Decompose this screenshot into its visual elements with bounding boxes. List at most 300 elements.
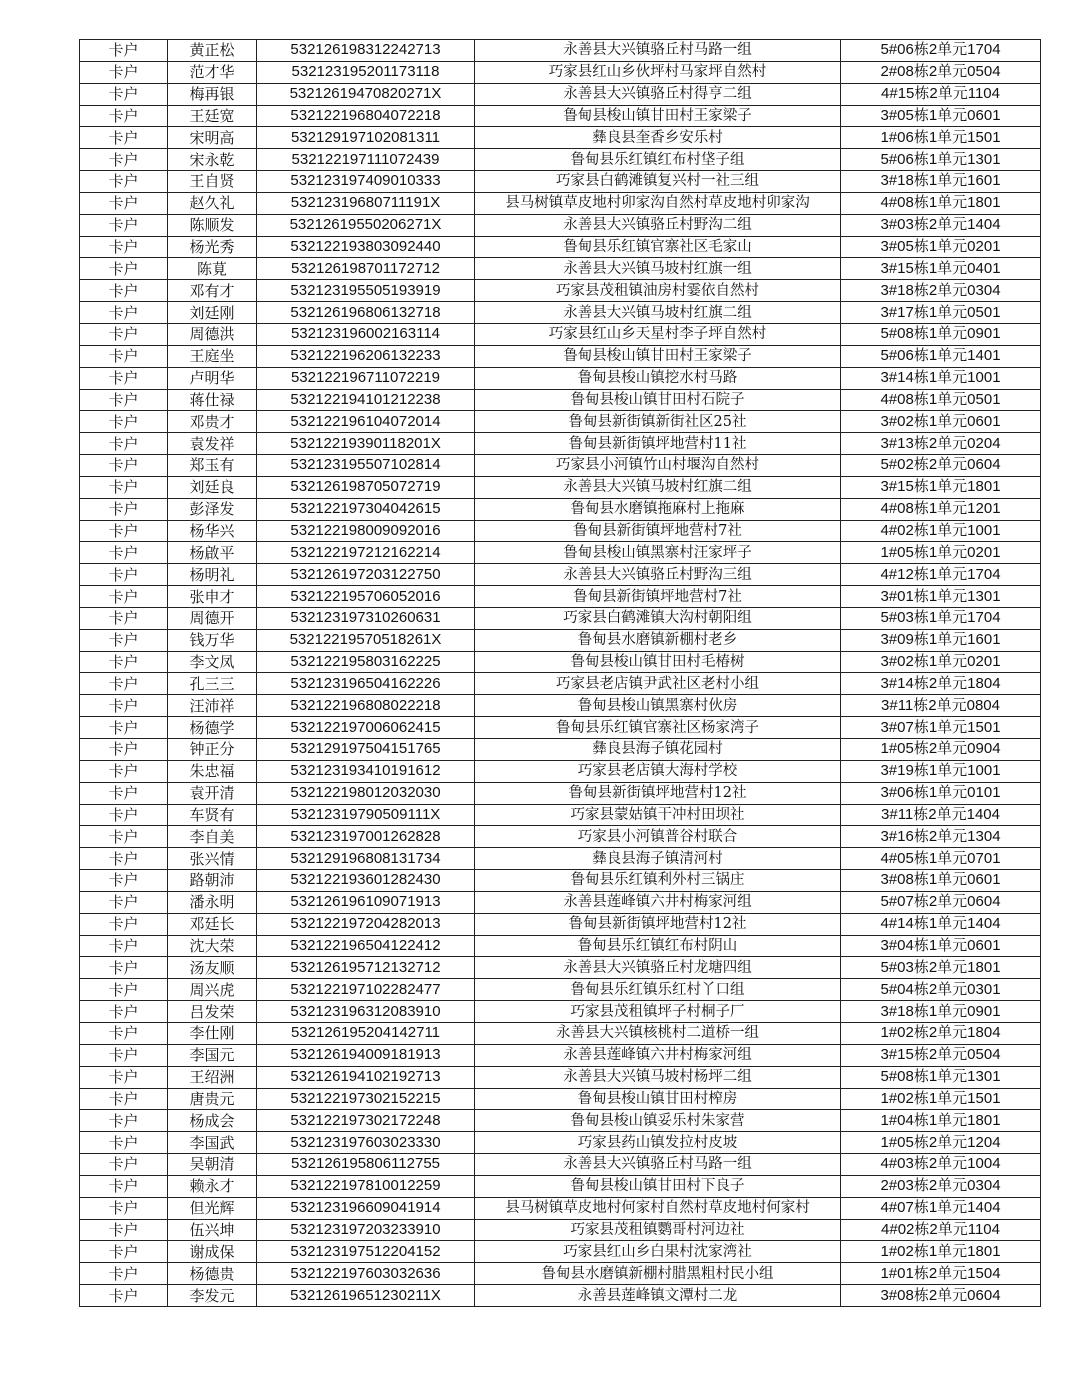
name-cell: 周兴虎	[168, 979, 257, 1001]
address-cell: 彝良县奎香乡安乐村	[475, 127, 841, 149]
address-cell: 永善县大兴镇核桃村二道桥一组	[475, 1022, 841, 1044]
unit-cell: 4#12栋1单元1704	[841, 564, 1041, 586]
id-number-cell: 532122196711072219	[257, 367, 475, 389]
table-row	[80, 564, 1041, 586]
name-cell: 赖永才	[168, 1175, 257, 1197]
id-number-cell: 532122197304042615	[257, 498, 475, 520]
household-type-cell: 卡户	[80, 236, 168, 258]
id-number-cell: 532126194102192713	[257, 1066, 475, 1088]
id-number-cell: 532123197512204152	[257, 1241, 475, 1263]
household-type-cell: 卡户	[80, 61, 168, 83]
id-number-cell: 532122196804072218	[257, 105, 475, 127]
household-type-cell: 卡户	[80, 411, 168, 433]
household-type-cell: 卡户	[80, 83, 168, 105]
household-type-cell: 卡户	[80, 127, 168, 149]
name-cell: 孔三三	[168, 673, 257, 695]
unit-cell: 3#02栋1单元0601	[841, 411, 1041, 433]
name-cell: 李国武	[168, 1132, 257, 1154]
address-cell: 鲁甸县乐红镇利外村三锅庄	[475, 870, 841, 892]
table-row	[80, 345, 1041, 367]
id-number-cell: 532123196609041914	[257, 1197, 475, 1219]
id-number-cell: 532122193601282430	[257, 870, 475, 892]
unit-cell: 3#05栋1单元0601	[841, 105, 1041, 127]
table-row	[80, 1132, 1041, 1154]
name-cell: 刘廷刚	[168, 302, 257, 324]
unit-cell: 1#05栋2单元0904	[841, 739, 1041, 761]
name-cell: 吴朝清	[168, 1154, 257, 1176]
table-row	[80, 1154, 1041, 1176]
table-row	[80, 171, 1041, 193]
name-cell: 伍兴坤	[168, 1219, 257, 1241]
household-type-cell: 卡户	[80, 367, 168, 389]
household-type-cell: 卡户	[80, 542, 168, 564]
name-cell: 卢明华	[168, 367, 257, 389]
name-cell: 路朝沛	[168, 870, 257, 892]
name-cell: 杨明礼	[168, 564, 257, 586]
address-cell: 永善县大兴镇骆丘村得亨二组	[475, 83, 841, 105]
resettlement-table	[79, 39, 1040, 1307]
name-cell: 王自贤	[168, 171, 257, 193]
name-cell: 袁发祥	[168, 433, 257, 455]
household-type-cell: 卡户	[80, 1219, 168, 1241]
household-type-cell: 卡户	[80, 455, 168, 477]
table-row	[80, 1175, 1041, 1197]
name-cell: 杨德学	[168, 717, 257, 739]
id-number-cell: 532122197603032636	[257, 1263, 475, 1285]
id-number-cell: 53212219570518261X	[257, 629, 475, 651]
table-row	[80, 149, 1041, 171]
household-type-cell: 卡户	[80, 564, 168, 586]
unit-cell: 3#08栋2单元0604	[841, 1285, 1041, 1307]
id-number-cell: 532122198012032030	[257, 782, 475, 804]
table-row	[80, 629, 1041, 651]
household-type-cell: 卡户	[80, 1285, 168, 1307]
unit-cell: 3#03栋2单元1404	[841, 214, 1041, 236]
address-cell: 鲁甸县梭山镇黑寨村伙房	[475, 695, 841, 717]
household-type-cell: 卡户	[80, 935, 168, 957]
unit-cell: 3#07栋1单元1501	[841, 717, 1041, 739]
name-cell: 钱万华	[168, 629, 257, 651]
household-type-cell: 卡户	[80, 192, 168, 214]
address-cell: 鲁甸县乐红镇红布村垡子组	[475, 149, 841, 171]
address-cell: 巧家县老店镇尹武社区老村小组	[475, 673, 841, 695]
unit-cell: 4#03栋2单元1004	[841, 1154, 1041, 1176]
name-cell: 杨光秀	[168, 236, 257, 258]
unit-cell: 1#05栋1单元0201	[841, 542, 1041, 564]
household-type-cell: 卡户	[80, 760, 168, 782]
unit-cell: 3#18栋1单元1601	[841, 171, 1041, 193]
address-cell: 巧家县小河镇普谷村联合	[475, 826, 841, 848]
unit-cell: 5#07栋2单元0604	[841, 891, 1041, 913]
name-cell: 杨啟平	[168, 542, 257, 564]
address-cell: 鲁甸县梭山镇甘田村王家梁子	[475, 345, 841, 367]
household-type-cell: 卡户	[80, 1263, 168, 1285]
address-cell: 鲁甸县水磨镇拖麻村上拖麻	[475, 498, 841, 520]
unit-cell: 1#05栋2单元1204	[841, 1132, 1041, 1154]
name-cell: 沈大荣	[168, 935, 257, 957]
table-row	[80, 542, 1041, 564]
unit-cell: 3#14栋2单元1804	[841, 673, 1041, 695]
address-cell: 永善县大兴镇骆丘村野沟二组	[475, 214, 841, 236]
address-cell: 鲁甸县水磨镇新棚村老乡	[475, 629, 841, 651]
household-type-cell: 卡户	[80, 782, 168, 804]
name-cell: 邓贵才	[168, 411, 257, 433]
table-row	[80, 389, 1041, 411]
address-cell: 鲁甸县梭山镇妥乐村朱家营	[475, 1110, 841, 1132]
name-cell: 李文凤	[168, 651, 257, 673]
household-type-cell: 卡户	[80, 870, 168, 892]
household-type-cell: 卡户	[80, 717, 168, 739]
id-number-cell: 532122198009092016	[257, 520, 475, 542]
name-cell: 杨德贵	[168, 1263, 257, 1285]
unit-cell: 5#08栋1单元1301	[841, 1066, 1041, 1088]
id-number-cell: 532126194009181913	[257, 1044, 475, 1066]
id-number-cell: 53212619470820271X	[257, 83, 475, 105]
name-cell: 吕发荣	[168, 1001, 257, 1023]
table-row	[80, 236, 1041, 258]
id-number-cell: 532122197111072439	[257, 149, 475, 171]
address-cell: 巧家县红山乡白果村沈家湾社	[475, 1241, 841, 1263]
name-cell: 车贤有	[168, 804, 257, 826]
id-number-cell: 532123196312083910	[257, 1001, 475, 1023]
table-row	[80, 302, 1041, 324]
address-cell: 鲁甸县梭山镇黑寨村汪家坪子	[475, 542, 841, 564]
id-number-cell: 532123197409010333	[257, 171, 475, 193]
unit-cell: 4#15栋2单元1104	[841, 83, 1041, 105]
table-row	[80, 695, 1041, 717]
household-type-cell: 卡户	[80, 1022, 168, 1044]
unit-cell: 5#06栋1单元1401	[841, 345, 1041, 367]
id-number-cell: 532122196504122412	[257, 935, 475, 957]
unit-cell: 3#13栋2单元0204	[841, 433, 1041, 455]
unit-cell: 1#06栋1单元1501	[841, 127, 1041, 149]
table-row	[80, 127, 1041, 149]
name-cell: 邓有才	[168, 280, 257, 302]
household-type-cell: 卡户	[80, 1066, 168, 1088]
name-cell: 但光辉	[168, 1197, 257, 1219]
unit-cell: 3#15栋1单元1801	[841, 476, 1041, 498]
unit-cell: 5#08栋1单元0901	[841, 323, 1041, 345]
table-row	[80, 870, 1041, 892]
id-number-cell: 532126195204142711	[257, 1022, 475, 1044]
unit-cell: 3#05栋1单元0201	[841, 236, 1041, 258]
id-number-cell: 532122197212162214	[257, 542, 475, 564]
unit-cell: 5#03栋1单元1704	[841, 607, 1041, 629]
id-number-cell: 532126195712132712	[257, 957, 475, 979]
name-cell: 王庭坐	[168, 345, 257, 367]
table-row	[80, 476, 1041, 498]
household-type-cell: 卡户	[80, 258, 168, 280]
name-cell: 蒋仕禄	[168, 389, 257, 411]
address-cell: 鲁甸县新街镇坪地营村7社	[475, 586, 841, 608]
household-type-cell: 卡户	[80, 433, 168, 455]
name-cell: 钟正分	[168, 739, 257, 761]
address-cell: 永善县莲峰镇文潭村二龙	[475, 1285, 841, 1307]
table-row	[80, 1022, 1041, 1044]
id-number-cell: 532123195505193919	[257, 280, 475, 302]
name-cell: 黄正松	[168, 40, 257, 62]
name-cell: 李国元	[168, 1044, 257, 1066]
name-cell: 李自美	[168, 826, 257, 848]
table-row	[80, 1066, 1041, 1088]
unit-cell: 3#19栋1单元1001	[841, 760, 1041, 782]
id-number-cell: 532122195803162225	[257, 651, 475, 673]
id-number-cell: 532126196109071913	[257, 891, 475, 913]
id-number-cell: 532122197302172248	[257, 1110, 475, 1132]
household-type-cell: 卡户	[80, 149, 168, 171]
address-cell: 永善县大兴镇骆丘村马路一组	[475, 40, 841, 62]
address-cell: 鲁甸县梭山镇甘田村石院子	[475, 389, 841, 411]
id-number-cell: 532126197203122750	[257, 564, 475, 586]
table-body	[80, 40, 1041, 1307]
unit-cell: 4#08栋1单元0501	[841, 389, 1041, 411]
name-cell: 赵久礼	[168, 192, 257, 214]
address-cell: 鲁甸县梭山镇挖水村马路	[475, 367, 841, 389]
unit-cell: 5#03栋2单元1801	[841, 957, 1041, 979]
table-row	[80, 717, 1041, 739]
id-number-cell: 532122197102282477	[257, 979, 475, 1001]
unit-cell: 3#09栋1单元1601	[841, 629, 1041, 651]
id-number-cell: 532123195507102814	[257, 455, 475, 477]
household-type-cell: 卡户	[80, 1088, 168, 1110]
address-cell: 巧家县茂租镇坪子村桐子厂	[475, 1001, 841, 1023]
household-type-cell: 卡户	[80, 280, 168, 302]
address-cell: 鲁甸县乐红镇乐红村丫口组	[475, 979, 841, 1001]
table-row	[80, 1110, 1041, 1132]
unit-cell: 3#11栋2单元0804	[841, 695, 1041, 717]
household-type-cell: 卡户	[80, 804, 168, 826]
name-cell: 陈顺发	[168, 214, 257, 236]
address-cell: 鲁甸县乐红镇红布村阴山	[475, 935, 841, 957]
unit-cell: 3#04栋1单元0601	[841, 935, 1041, 957]
table-row	[80, 1241, 1041, 1263]
household-type-cell: 卡户	[80, 214, 168, 236]
id-number-cell: 532122193803092440	[257, 236, 475, 258]
unit-cell: 5#04栋2单元0301	[841, 979, 1041, 1001]
address-cell: 巧家县蒙姑镇干冲村田坝社	[475, 804, 841, 826]
name-cell: 杨华兴	[168, 520, 257, 542]
address-cell: 鲁甸县新街镇坪地营村12社	[475, 782, 841, 804]
household-type-cell: 卡户	[80, 476, 168, 498]
address-cell: 鲁甸县梭山镇甘田村毛椿树	[475, 651, 841, 673]
address-cell: 永善县大兴镇骆丘村马路一组	[475, 1154, 841, 1176]
unit-cell: 1#01栋2单元1504	[841, 1263, 1041, 1285]
table-row	[80, 586, 1041, 608]
unit-cell: 3#11栋2单元1404	[841, 804, 1041, 826]
id-number-cell: 532129196808131734	[257, 848, 475, 870]
name-cell: 梅再银	[168, 83, 257, 105]
address-cell: 永善县大兴镇骆丘村野沟三组	[475, 564, 841, 586]
id-number-cell: 532122195706052016	[257, 586, 475, 608]
id-number-cell: 532122196104072014	[257, 411, 475, 433]
table-row	[80, 258, 1041, 280]
name-cell: 唐贵元	[168, 1088, 257, 1110]
address-cell: 永善县大兴镇骆丘村龙塘四组	[475, 957, 841, 979]
table-row	[80, 433, 1041, 455]
table-row	[80, 979, 1041, 1001]
name-cell: 周德洪	[168, 323, 257, 345]
address-cell: 巧家县白鹤滩镇大沟村朝阳组	[475, 607, 841, 629]
unit-cell: 1#02栋1单元1501	[841, 1088, 1041, 1110]
address-cell: 鲁甸县新街镇坪地营村7社	[475, 520, 841, 542]
address-cell: 县马树镇草皮地村何家村自然村草皮地村何家村	[475, 1197, 841, 1219]
household-type-cell: 卡户	[80, 1175, 168, 1197]
id-number-cell: 532122196206132233	[257, 345, 475, 367]
household-type-cell: 卡户	[80, 1110, 168, 1132]
table-row	[80, 891, 1041, 913]
household-type-cell: 卡户	[80, 171, 168, 193]
name-cell: 汤友顺	[168, 957, 257, 979]
household-type-cell: 卡户	[80, 389, 168, 411]
address-cell: 鲁甸县梭山镇甘田村王家梁子	[475, 105, 841, 127]
name-cell: 陈莧	[168, 258, 257, 280]
unit-cell: 3#15栋2单元0504	[841, 1044, 1041, 1066]
table-row	[80, 411, 1041, 433]
unit-cell: 3#01栋1单元1301	[841, 586, 1041, 608]
unit-cell: 1#04栋1单元1801	[841, 1110, 1041, 1132]
id-number-cell: 532123197203233910	[257, 1219, 475, 1241]
table-row	[80, 1263, 1041, 1285]
address-cell: 巧家县红山乡天星村李子坪自然村	[475, 323, 841, 345]
table-row	[80, 651, 1041, 673]
table-row	[80, 1044, 1041, 1066]
name-cell: 范才华	[168, 61, 257, 83]
id-number-cell: 532129197504151765	[257, 739, 475, 761]
address-cell: 彝良县海子镇花园村	[475, 739, 841, 761]
household-type-cell: 卡户	[80, 695, 168, 717]
id-number-cell: 532126195806112755	[257, 1154, 475, 1176]
id-number-cell: 53212319680711191X	[257, 192, 475, 214]
address-cell: 鲁甸县新街镇坪地营村11社	[475, 433, 841, 455]
address-cell: 巧家县药山镇发拉村皮坡	[475, 1132, 841, 1154]
address-cell: 巧家县红山乡伙坪村马家坪自然村	[475, 61, 841, 83]
address-cell: 永善县大兴镇马坡村红旗二组	[475, 476, 841, 498]
name-cell: 宋永乾	[168, 149, 257, 171]
unit-cell: 4#07栋1单元1404	[841, 1197, 1041, 1219]
household-type-cell: 卡户	[80, 520, 168, 542]
household-type-cell: 卡户	[80, 302, 168, 324]
unit-cell: 2#08栋2单元0504	[841, 61, 1041, 83]
id-number-cell: 532123197310260631	[257, 607, 475, 629]
table-row	[80, 214, 1041, 236]
name-cell: 潘永明	[168, 891, 257, 913]
unit-cell: 5#06栋2单元1704	[841, 40, 1041, 62]
id-number-cell: 532122194101212238	[257, 389, 475, 411]
unit-cell: 5#02栋2单元0604	[841, 455, 1041, 477]
table-row	[80, 367, 1041, 389]
unit-cell: 3#06栋1单元0101	[841, 782, 1041, 804]
household-type-cell: 卡户	[80, 957, 168, 979]
unit-cell: 4#02栋1单元1001	[841, 520, 1041, 542]
id-number-cell: 532123196002163114	[257, 323, 475, 345]
id-number-cell: 532126198312242713	[257, 40, 475, 62]
id-number-cell: 53212219390118201X	[257, 433, 475, 455]
household-table	[79, 39, 1041, 1307]
table-row	[80, 498, 1041, 520]
table-row	[80, 323, 1041, 345]
address-cell: 永善县莲峰镇六井村梅家河组	[475, 1044, 841, 1066]
table-row	[80, 1219, 1041, 1241]
name-cell: 张申才	[168, 586, 257, 608]
id-number-cell: 532122197810012259	[257, 1175, 475, 1197]
household-type-cell: 卡户	[80, 607, 168, 629]
name-cell: 王绍洲	[168, 1066, 257, 1088]
table-row	[80, 826, 1041, 848]
household-type-cell: 卡户	[80, 1044, 168, 1066]
household-type-cell: 卡户	[80, 105, 168, 127]
table-row	[80, 760, 1041, 782]
address-cell: 鲁甸县水磨镇新棚村腊黑粗村民小组	[475, 1263, 841, 1285]
unit-cell: 3#18栋2单元0304	[841, 280, 1041, 302]
household-type-cell: 卡户	[80, 826, 168, 848]
unit-cell: 4#08栋1单元1201	[841, 498, 1041, 520]
address-cell: 巧家县小河镇竹山村堰沟自然村	[475, 455, 841, 477]
table-row	[80, 739, 1041, 761]
name-cell: 李发元	[168, 1285, 257, 1307]
household-type-cell: 卡户	[80, 673, 168, 695]
unit-cell: 3#14栋1单元1001	[841, 367, 1041, 389]
table-row	[80, 1285, 1041, 1307]
address-cell: 鲁甸县乐红镇官寨社区杨家湾子	[475, 717, 841, 739]
id-number-cell: 532122197006062415	[257, 717, 475, 739]
id-number-cell: 532122196808022218	[257, 695, 475, 717]
name-cell: 袁开清	[168, 782, 257, 804]
id-number-cell: 53212619550206271X	[257, 214, 475, 236]
address-cell: 永善县莲峰镇六井村梅家河组	[475, 891, 841, 913]
id-number-cell: 532129197102081311	[257, 127, 475, 149]
household-type-cell: 卡户	[80, 848, 168, 870]
id-number-cell: 532123197001262828	[257, 826, 475, 848]
address-cell: 永善县大兴镇马坡村杨坪二组	[475, 1066, 841, 1088]
address-cell: 鲁甸县梭山镇甘田村下良子	[475, 1175, 841, 1197]
address-cell: 县马树镇草皮地村卯家沟自然村草皮地村卯家沟	[475, 192, 841, 214]
unit-cell: 4#14栋1单元1404	[841, 913, 1041, 935]
table-row	[80, 61, 1041, 83]
household-type-cell: 卡户	[80, 345, 168, 367]
household-type-cell: 卡户	[80, 1241, 168, 1263]
household-type-cell: 卡户	[80, 651, 168, 673]
table-row	[80, 957, 1041, 979]
address-cell: 永善县大兴镇马坡村红旗一组	[475, 258, 841, 280]
household-type-cell: 卡户	[80, 891, 168, 913]
table-row	[80, 1001, 1041, 1023]
id-number-cell: 532123193410191612	[257, 760, 475, 782]
table-row	[80, 1088, 1041, 1110]
unit-cell: 3#08栋1单元0601	[841, 870, 1041, 892]
unit-cell: 5#06栋1单元1301	[841, 149, 1041, 171]
unit-cell: 4#05栋1单元0701	[841, 848, 1041, 870]
id-number-cell: 53212319790509111X	[257, 804, 475, 826]
unit-cell: 3#15栋1单元0401	[841, 258, 1041, 280]
id-number-cell: 532122197302152215	[257, 1088, 475, 1110]
name-cell: 杨成会	[168, 1110, 257, 1132]
name-cell: 朱忠福	[168, 760, 257, 782]
table-row	[80, 40, 1041, 62]
id-number-cell: 532123196504162226	[257, 673, 475, 695]
address-cell: 巧家县茂租镇鹦哥村河边社	[475, 1219, 841, 1241]
unit-cell: 2#03栋2单元0304	[841, 1175, 1041, 1197]
household-type-cell: 卡户	[80, 40, 168, 62]
address-cell: 巧家县白鹤滩镇复兴村一社三组	[475, 171, 841, 193]
table-row	[80, 935, 1041, 957]
household-type-cell: 卡户	[80, 629, 168, 651]
name-cell: 汪沛祥	[168, 695, 257, 717]
id-number-cell: 532122197204282013	[257, 913, 475, 935]
address-cell: 巧家县茂租镇油房村霎依自然村	[475, 280, 841, 302]
name-cell: 彭泽发	[168, 498, 257, 520]
name-cell: 郑玉有	[168, 455, 257, 477]
name-cell: 张兴情	[168, 848, 257, 870]
